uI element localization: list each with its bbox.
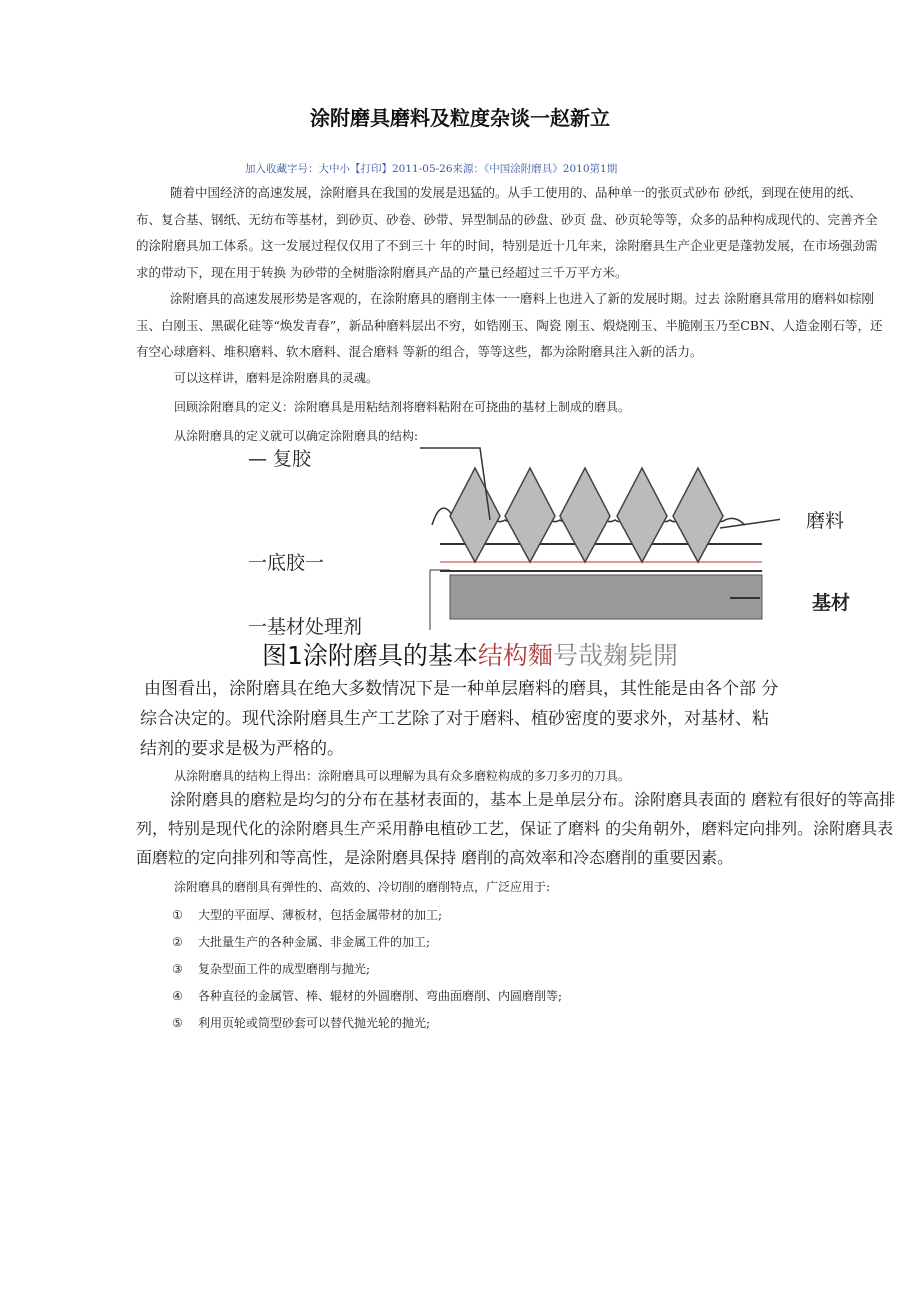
- paragraph-3: 由图看出，涂附磨具在绝大多数情况下是一种单层磨料的磨具，其性能是由各个部 分 综合决定的。现代涂附磨具生产工艺除了对于磨料、植砂密度的要求外，对基材、粘结剂的要求是极为严格的。: [140, 679, 779, 759]
- list-item: [172, 987, 562, 1004]
- caption-part-3: 号哉麹毙開: [552, 641, 678, 670]
- article-meta: 加入收藏字号：大中小【打印】2011-05-26来源：《中国涂附磨具》2010第1期: [245, 163, 618, 175]
- label-abrasive: 磨料: [806, 510, 845, 532]
- line-1: 可以这样讲，磨料是涂附磨具的灵魂。: [174, 371, 379, 385]
- list-text: 利用页轮或筒型砂套可以替代抛光轮的抛光;: [198, 1016, 431, 1030]
- list-number: ④: [172, 989, 183, 1003]
- caption-part-2: 结构麵: [477, 641, 553, 670]
- list-item: [172, 933, 430, 950]
- label-base-coat: 一底胶一: [248, 552, 325, 574]
- list-number: ①: [172, 908, 183, 922]
- figure-caption: [262, 636, 678, 672]
- line-2: 回顾涂附磨具的定义：涂附磨具是用粘结剂将磨料粘附在可挠曲的基材上制成的磨具。: [174, 400, 631, 414]
- list-number: ⑤: [172, 1016, 183, 1030]
- paragraph-2: 涂附磨具的高速发展形势是客观的，在涂附磨具的磨削主体一一磨料上也进入了新的发展时期。过去 涂附磨具常用的磨料如棕刚玉、白刚玉、黑碳化硅等“焕发青春”，新品种磨料层出不穷，如锆刚玉、陶瓷 刚玉、煅烧刚玉、半脆刚玉乃至CBN、人造金刚石等，还有空心球磨料、堆积磨料、软木磨料、混合磨料 等新的组合，等等这些，都为涂附磨具注入新的活力。: [136, 291, 883, 359]
- line-4: 从涂附磨具的结构上得出：涂附磨具可以理解为具有众多磨粒构成的多刀多刃的刀具。: [174, 769, 631, 783]
- list-text: 大型的平面厚、薄板材，包括金属带材的加工;: [198, 908, 443, 922]
- structure-diagram: [420, 440, 780, 640]
- paragraph-1: 随着中国经济的高速发展，涂附磨具在我国的发展是迅猛的。从手工使用的、品种单一的张页式砂布 砂纸，到现在使用的纸、布、复合基、钢纸、无纺布等基材，到砂页、砂卷、砂带、异型制品的砂盘、砂页 盘、砂页轮等等，众多的品种构成现代的、完善齐全的涂附磨具加工体系。这一发展过程仅仅用了不到三十 年的时间，特别是近十几年来，涂附磨具生产企业更是蓬勃发展，在市场强劲需求的带动下，现在用于转换 为砂带的全树脂涂附磨具产品的产量已经超过三千万平方米。: [136, 185, 878, 280]
- line-3: 从涂附磨具的定义就可以确定涂附磨具的结构:: [174, 429, 419, 443]
- label-backing-treatment: 一基材处理剂: [248, 616, 363, 638]
- list-item: [172, 1014, 430, 1031]
- list-item: [172, 906, 442, 923]
- list-number: ③: [172, 962, 183, 976]
- list-number: ②: [172, 935, 183, 949]
- paragraph-4: 涂附磨具的磨粒是均匀的分布在基材表面的，基本上是单层分布。涂附磨具表面的 磨粒有很好的等高排列，特别是现代化的涂附磨具生产采用静电植砂工艺，保证了磨料 的尖角朝外，磨料定向排列。涂附磨具表面磨粒的定向排列和等高性，是涂附磨具保持 磨削的高效率和冷态磨削的重要因素。: [136, 790, 896, 867]
- list-text: 各种直径的金属管、棒、辊材的外圆磨削、弯曲面磨削、内圆磨削等;: [198, 989, 563, 1003]
- label-backing: 基材: [812, 592, 851, 614]
- list-item: [172, 960, 370, 977]
- line-5: 涂附磨具的磨削具有弹性的、高效的、冷切削的磨削特点，广泛应用于:: [174, 880, 551, 894]
- caption-part-1: 图1涂附磨具的基本: [262, 641, 478, 670]
- label-top-coat: — 复胶: [248, 448, 312, 470]
- list-text: 复杂型面工件的成型磨削与抛光;: [198, 962, 371, 976]
- list-text: 大批量生产的各种金属、非金属工件的加工;: [198, 935, 431, 949]
- article-title: 涂附磨具磨料及粒度杂谈一赵新立: [310, 106, 610, 130]
